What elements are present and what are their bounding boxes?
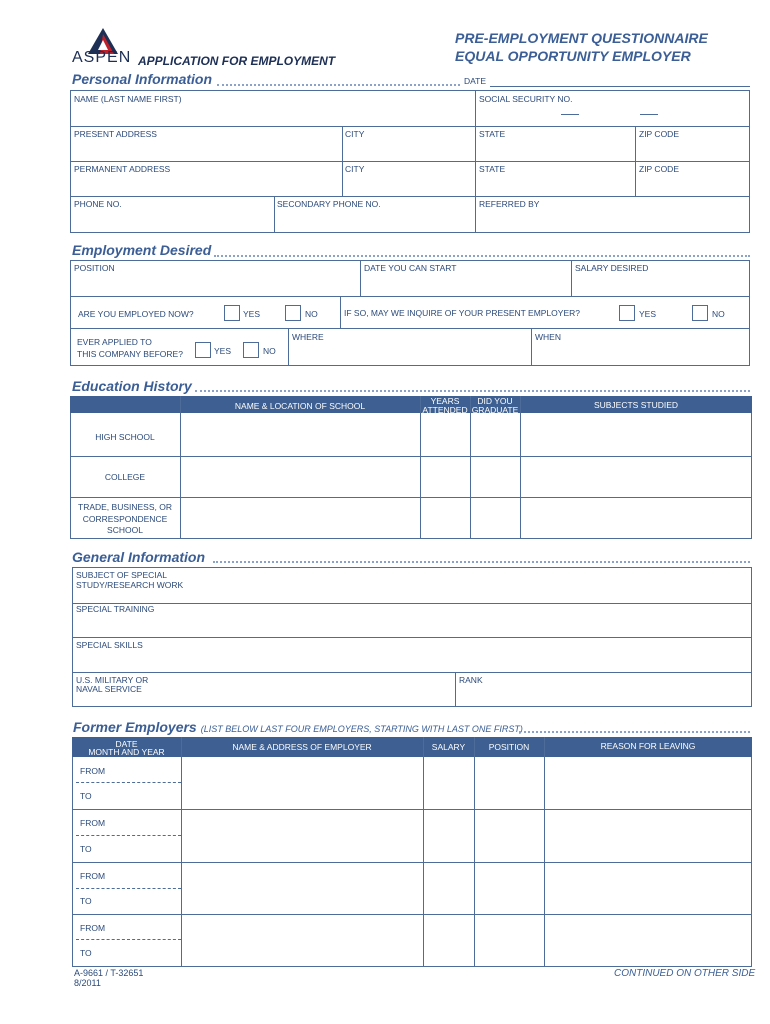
col-position: POSITION [488, 742, 530, 752]
divider [288, 328, 289, 366]
row-trade-1: TRADE, BUSINESS, OR [78, 502, 172, 512]
from-label: FROM [80, 871, 106, 881]
eeo-title: EQUAL OPPORTUNITY EMPLOYER [455, 48, 691, 64]
divider [180, 396, 181, 539]
inquire-no-checkbox[interactable] [692, 305, 708, 321]
to-label: TO [80, 791, 92, 801]
col-graduate-2: GRADUATE [471, 405, 519, 415]
divider [76, 835, 181, 836]
special-study-label-2: STUDY/RESEARCH WORK [76, 580, 184, 590]
divider [544, 737, 545, 967]
divider [474, 737, 475, 967]
section-title-general: General Information [72, 549, 206, 565]
col-graduate-1: DID YOU [477, 396, 513, 406]
continued-note: CONTINUED ON OTHER SIDE [614, 968, 756, 979]
col-school-name: NAME & LOCATION OF SCHOOL [234, 401, 366, 411]
col-subjects: SUBJECTS STUDIED [593, 400, 679, 410]
present-address-label: PRESENT ADDRESS [74, 129, 157, 139]
section-title-employment: Employment Desired [72, 242, 212, 258]
name-field-label: NAME (LAST NAME FIRST) [74, 94, 182, 104]
former-note: (LIST BELOW LAST FOUR EMPLOYERS, STARTING WITH LAST ONE FIRST) [200, 724, 523, 734]
form-number: A-9661 / T-32651 [74, 968, 144, 978]
divider [519, 731, 750, 733]
date-start-label: DATE YOU CAN START [364, 263, 457, 273]
col-years-2: ATTENDED [422, 405, 468, 415]
applied-before-label-2: THIS COMPANY BEFORE? [77, 349, 183, 359]
to-label: TO [80, 948, 92, 958]
military-label-1: U.S. MILITARY OR [76, 675, 149, 685]
applied-before-label-1: EVER APPLIED TO [77, 337, 152, 347]
section-title-education: Education History [72, 378, 192, 394]
divider [70, 196, 750, 197]
divider [213, 561, 750, 563]
divider [72, 672, 752, 673]
inquire-yes-checkbox[interactable] [619, 305, 635, 321]
divider [360, 260, 361, 296]
special-training-label: SPECIAL TRAINING [76, 604, 155, 614]
row-college: COLLEGE [104, 472, 146, 482]
col-date-1: DATE [115, 739, 138, 749]
employed-yes-label: YES [243, 309, 261, 319]
divider [420, 396, 421, 539]
col-years-1: YEARS [430, 396, 460, 406]
header-right-title [455, 29, 708, 65]
secondary-phone-label: SECONDARY PHONE NO. [277, 199, 381, 209]
divider [571, 260, 572, 296]
present-zip-label: ZIP CODE [639, 129, 679, 139]
form-date: 8/2011 [74, 978, 101, 988]
section-title-former [73, 719, 523, 735]
rank-label: RANK [459, 675, 483, 685]
employed-no-label: NO [305, 309, 318, 319]
col-reason: REASON FOR LEAVING [600, 741, 696, 751]
section-title-personal: Personal Information [72, 71, 213, 87]
divider [520, 396, 521, 539]
present-city-label: CITY [345, 129, 365, 139]
divider [274, 196, 275, 233]
applied-no-label: NO [263, 346, 276, 356]
col-employer-name: NAME & ADDRESS OF EMPLOYER [232, 742, 372, 752]
divider [342, 126, 343, 196]
col-date-2: MONTH AND YEAR [88, 747, 165, 757]
application-title: APPLICATION FOR EMPLOYMENT [138, 54, 336, 68]
divider [76, 888, 181, 889]
permanent-state-label: STATE [479, 164, 506, 174]
former-title: Former Employers [73, 719, 197, 735]
inquire-yes-label: YES [639, 309, 657, 319]
where-label: WHERE [292, 332, 324, 342]
divider [181, 737, 182, 967]
applied-yes-label: YES [214, 346, 232, 356]
date-line[interactable] [490, 86, 750, 87]
permanent-address-label: PERMANENT ADDRESS [74, 164, 171, 174]
military-label-2: NAVAL SERVICE [76, 684, 142, 694]
divider [635, 126, 636, 196]
divider [217, 84, 460, 86]
to-label: TO [80, 844, 92, 854]
to-label: TO [80, 896, 92, 906]
divider [531, 328, 532, 366]
divider [76, 782, 181, 783]
phone-label: PHONE NO. [74, 199, 122, 209]
ssn-field-label: SOCIAL SECURITY NO. [479, 94, 573, 104]
divider [70, 161, 750, 162]
divider [70, 456, 752, 457]
permanent-city-label: CITY [345, 164, 365, 174]
ssn-separator [640, 114, 658, 115]
employed-yes-checkbox[interactable] [224, 305, 240, 321]
divider [72, 809, 752, 810]
divider [470, 396, 471, 539]
divider [72, 603, 752, 604]
employed-no-checkbox[interactable] [285, 305, 301, 321]
divider [72, 637, 752, 638]
former-employers-table [72, 737, 752, 967]
divider [70, 296, 750, 297]
from-label: FROM [80, 818, 106, 828]
divider [70, 126, 750, 127]
row-trade-3: SCHOOL [107, 525, 143, 535]
special-study-label-1: SUBJECT OF SPECIAL [76, 570, 168, 580]
divider [76, 939, 181, 940]
divider [340, 296, 341, 328]
referred-by-label: REFERRED BY [479, 199, 540, 209]
divider [72, 914, 752, 915]
divider [455, 672, 456, 707]
present-state-label: STATE [479, 129, 506, 139]
divider [423, 737, 424, 967]
applied-yes-checkbox[interactable] [195, 342, 211, 358]
questionnaire-title: PRE-EMPLOYMENT QUESTIONNAIRE [455, 30, 708, 46]
divider [72, 862, 752, 863]
divider [70, 328, 750, 329]
divider [214, 255, 750, 257]
divider [195, 390, 750, 392]
from-label: FROM [80, 923, 106, 933]
row-trade-2: CORRESPONDENCE [82, 514, 168, 524]
date-label: DATE [464, 76, 487, 86]
applied-no-checkbox[interactable] [243, 342, 259, 358]
row-high-school: HIGH SCHOOL [95, 432, 155, 442]
ssn-separator [561, 114, 579, 115]
when-label: WHEN [535, 332, 561, 342]
col-salary: SALARY [431, 742, 466, 752]
special-skills-label: SPECIAL SKILLS [76, 640, 143, 650]
inquire-no-label: NO [712, 309, 725, 319]
inquire-label: IF SO, MAY WE INQUIRE OF YOUR PRESENT EMPLOYER? [344, 308, 580, 318]
logo-text: ASPEN [72, 49, 132, 66]
permanent-zip-label: ZIP CODE [639, 164, 679, 174]
divider [70, 497, 752, 498]
position-label: POSITION [74, 263, 115, 273]
from-label: FROM [80, 766, 106, 776]
salary-desired-label: SALARY DESIRED [575, 263, 649, 273]
employed-now-label: ARE YOU EMPLOYED NOW? [78, 309, 194, 319]
